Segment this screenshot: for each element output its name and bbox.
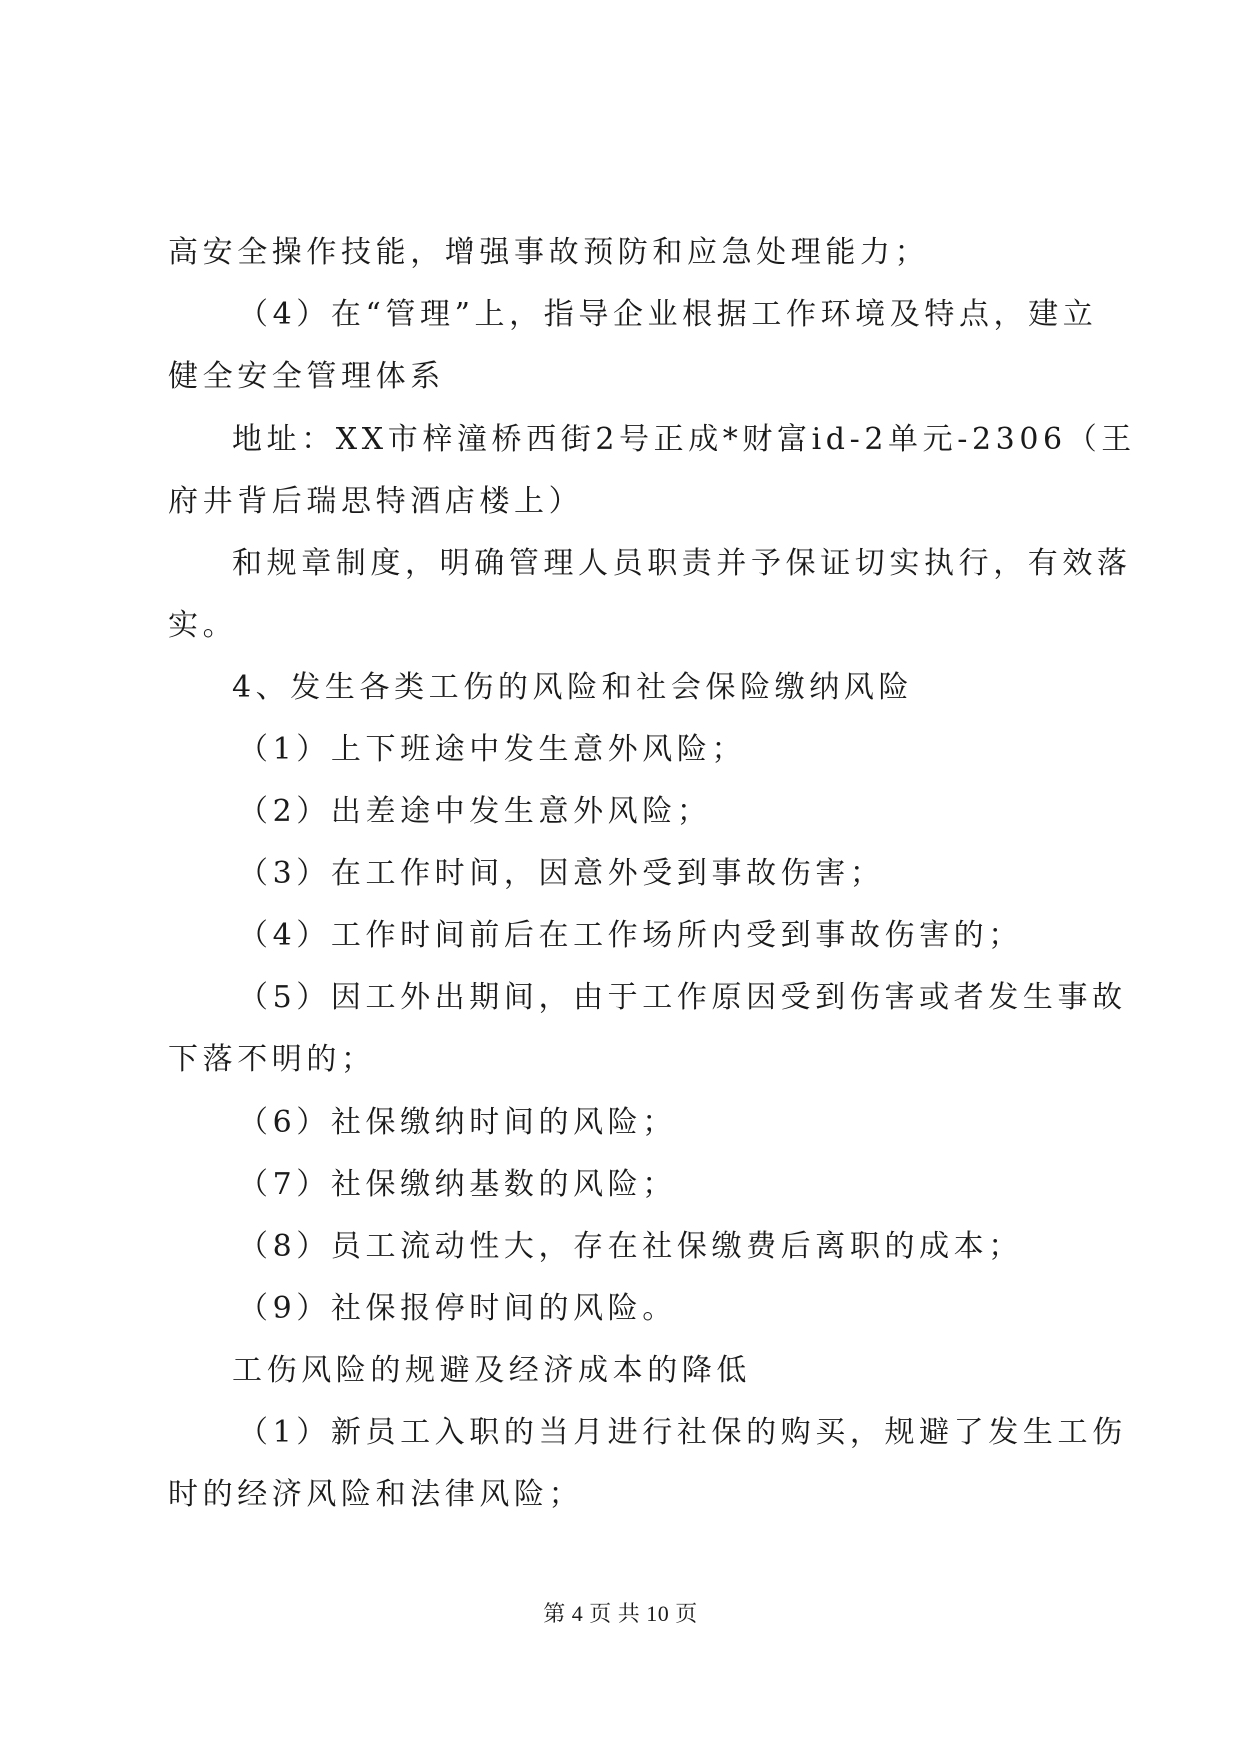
avoidance-item-1: （1）新员工入职的当月进行社保的购买，规避了发生工伤 (238, 1415, 1127, 1450)
list-item-5-cont: 下落不明的； (168, 1042, 376, 1077)
paragraph-line-5: 实。 (168, 608, 238, 643)
page-number-footer: 第 4 页 共 10 页 (543, 1601, 698, 1626)
list-item-7: （7）社保缴纳基数的风险； (238, 1167, 677, 1202)
list-item-5: （5）因工外出期间，由于工作原因受到伤害或者发生事故 (238, 980, 1127, 1015)
list-item-2: （2）出差途中发生意外风险； (238, 794, 712, 829)
section-heading-risk-avoidance: 工伤风险的规避及经济成本的降低 (232, 1353, 751, 1388)
list-item-8: （8）员工流动性大，存在社保缴费后离职的成本； (238, 1229, 1023, 1264)
address-line-2: 府井背后瑞思特酒店楼上） (168, 484, 584, 519)
section-heading-4: 4、发生各类工伤的风险和社会保险缴纳风险 (232, 670, 914, 705)
paragraph-line-4: 和规章制度，明确管理人员职责并予保证切实执行，有效落 (232, 546, 1132, 581)
list-item-3: （3）在工作时间，因意外受到事故伤害； (238, 856, 885, 891)
list-item-9: （9）社保报停时间的风险。 (238, 1291, 677, 1326)
list-item-4: （4）工作时间前后在工作场所内受到事故伤害的； (238, 918, 1023, 953)
paragraph-line-3: 健全安全管理体系 (168, 359, 445, 394)
list-item-1: （1）上下班途中发生意外风险； (238, 732, 747, 767)
list-item-6: （6）社保缴纳时间的风险； (238, 1105, 677, 1140)
paragraph-line-1: 高安全操作技能，增强事故预防和应急处理能力； (168, 235, 930, 270)
avoidance-item-1-cont: 时的经济风险和法律风险； (168, 1477, 584, 1512)
paragraph-line-2: （4）在“管理”上，指导企业根据工作环境及特点，建立 (238, 297, 1098, 332)
address-line-1: 地址：XX市梓潼桥西街2号正成*财富id-2单元-2306（王 (232, 422, 1136, 457)
